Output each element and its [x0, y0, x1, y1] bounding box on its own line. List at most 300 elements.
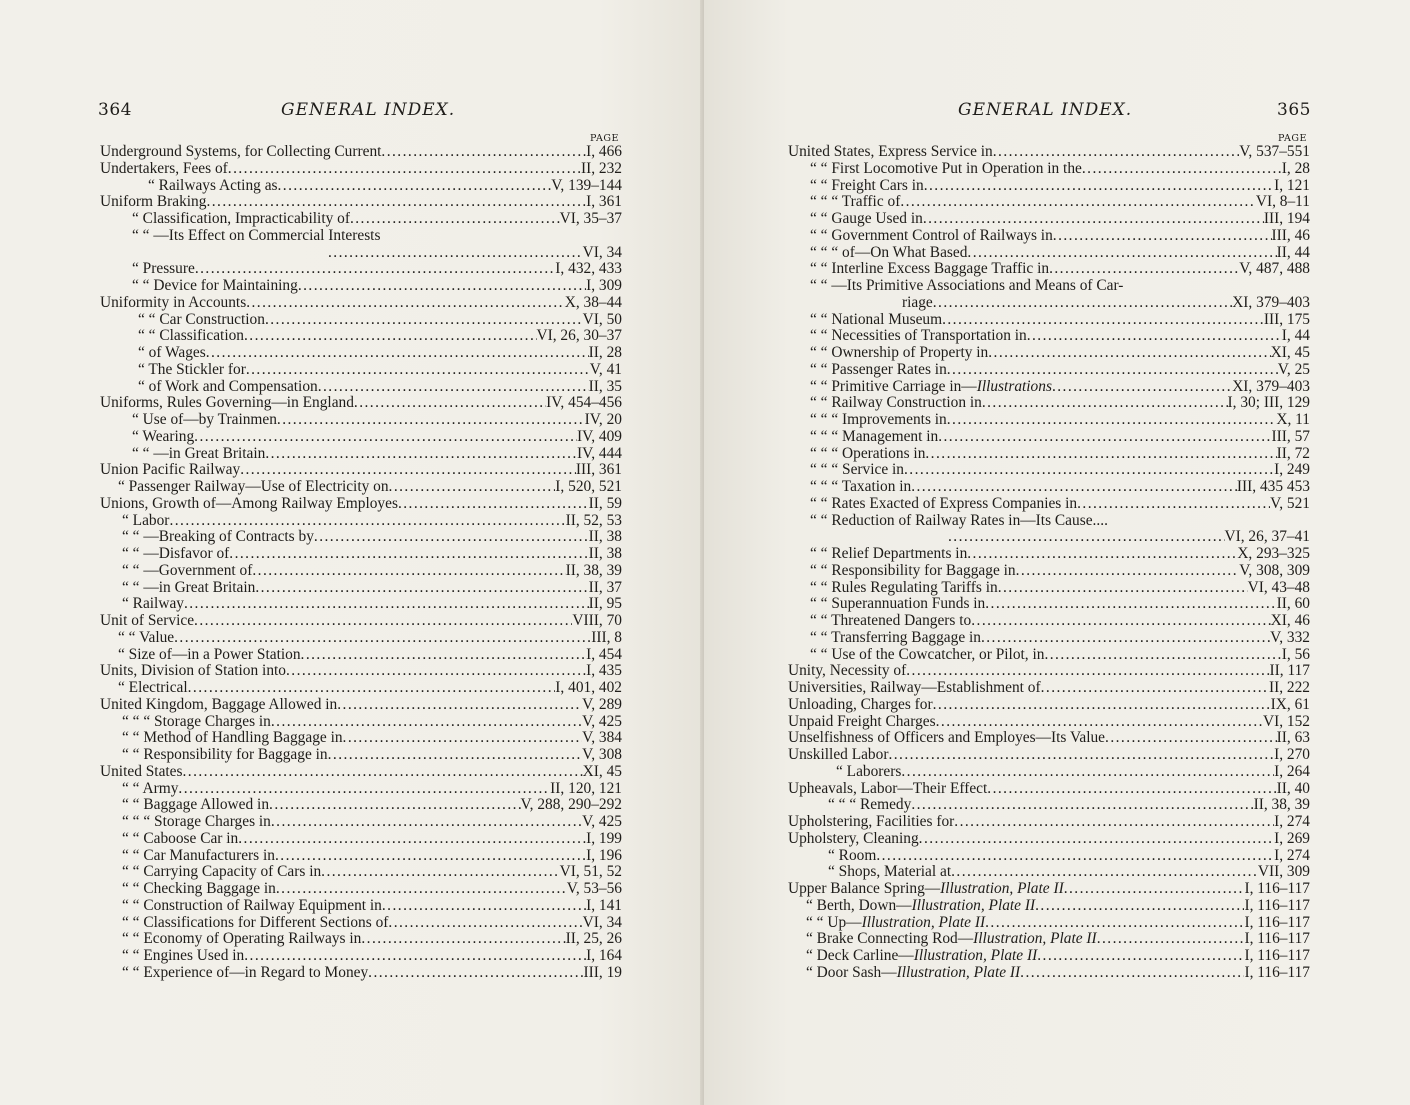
dot-leader — [255, 580, 588, 597]
index-entry — [788, 446, 1310, 463]
index-entry — [100, 245, 622, 262]
entry-page-ref: V, 537–551 — [1239, 144, 1310, 160]
dot-leader — [938, 429, 1271, 446]
dot-leader — [1027, 328, 1282, 345]
entry-illustration-text: Illustration, Plate II — [911, 897, 1036, 914]
entry-text: United Kingdom, Baggage Allowed in — [100, 696, 338, 713]
entry-text: “ “ Primitive Carriage in— — [810, 378, 977, 395]
index-entry — [100, 462, 622, 479]
entry-page-ref: X, 11 — [1276, 412, 1310, 428]
entry-page-ref: II, 120, 121 — [550, 780, 622, 797]
dot-leader — [244, 948, 586, 965]
entry-page-ref: IX, 61 — [1270, 696, 1310, 713]
entry-text: “ The Stickler for — [138, 361, 246, 378]
entry-text: Unions, Growth of—Among Railway Employes — [100, 495, 398, 512]
index-entry — [100, 781, 622, 798]
index-entry — [100, 831, 622, 848]
index-entry — [100, 647, 622, 664]
entry-page-ref: II, 37 — [588, 579, 622, 596]
entry-page-ref: I, 28 — [1281, 160, 1310, 177]
dot-leader — [1049, 261, 1239, 278]
index-entry — [100, 546, 622, 563]
dot-leader — [901, 764, 1274, 781]
index-entry — [100, 697, 622, 714]
dot-leader — [1037, 948, 1244, 965]
index-entry — [788, 580, 1310, 597]
entry-page-ref: I, 116–117 — [1244, 964, 1310, 981]
index-entry — [100, 730, 622, 747]
entry-text: Uniformity in Accounts — [100, 294, 247, 311]
index-entry — [100, 797, 622, 814]
entry-text: Uniforms, Rules Governing—in England — [100, 395, 354, 412]
index-entry — [788, 211, 1310, 228]
dot-leader — [240, 462, 576, 479]
dot-leader — [933, 295, 1232, 312]
entry-page-ref: I, 116–117 — [1244, 931, 1310, 948]
index-entry — [100, 864, 622, 881]
entry-page-ref: I, 432, 433 — [555, 261, 622, 278]
index-entry — [100, 663, 622, 680]
entry-page-ref: VI, 26, 37–41 — [1224, 529, 1310, 546]
entry-text: “ “ Railway Construction in — [810, 395, 982, 412]
entry-page-ref: V, 332 — [1270, 629, 1310, 646]
dot-leader — [900, 194, 1256, 211]
dot-leader — [1041, 680, 1269, 697]
entry-page-ref: III, 8 — [591, 629, 622, 646]
entry-page-ref: V, 384 — [582, 730, 622, 747]
dot-leader — [888, 747, 1274, 764]
entry-page-ref: V, 425 — [582, 713, 622, 730]
entry-text: “ Classification, Impracticability of — [132, 211, 350, 227]
dot-leader — [169, 513, 565, 530]
entry-text: “ “ Baggage Allowed in — [122, 797, 270, 814]
index-entry — [100, 362, 622, 379]
entry-text: “ Electrical — [118, 680, 188, 696]
dot-leader — [954, 814, 1274, 831]
entry-page-ref: II, 44 — [1276, 244, 1310, 261]
entry-text: “ “ “ Service in — [810, 462, 905, 479]
index-entry — [100, 479, 622, 496]
entry-page-ref: V, 521 — [1270, 495, 1310, 512]
index-entry — [788, 395, 1310, 412]
entry-text: “ “ Reduction of Railway Rates in—Its Cause.... — [810, 512, 1108, 529]
dot-leader — [971, 613, 1270, 630]
dot-leader — [985, 596, 1276, 613]
dot-leader — [998, 580, 1248, 597]
index-entry — [100, 144, 622, 161]
entry-text: “ “ Use of the Cowcatcher, or Pilot, in — [810, 646, 1045, 663]
dot-leader — [246, 362, 590, 379]
index-entry — [788, 848, 1310, 865]
entry-page-ref: V, 41 — [589, 361, 622, 378]
entry-page-ref: IV, 20 — [584, 412, 622, 428]
index-entry — [100, 714, 622, 731]
dot-leader — [967, 245, 1276, 262]
entry-text: “ “ Gauge Used in — [810, 211, 923, 227]
entry-page-ref: VIII, 70 — [572, 613, 622, 629]
entry-page-ref: I, 56 — [1281, 646, 1310, 663]
dot-leader — [987, 781, 1276, 798]
entry-page-ref: I, 44 — [1281, 328, 1310, 345]
dot-leader — [368, 965, 583, 982]
entry-page-ref: III, 194 — [1263, 211, 1310, 227]
index-entry — [788, 781, 1310, 798]
dot-leader — [947, 412, 1277, 429]
index-entry — [100, 931, 622, 948]
entry-text: “ “ —in Great Britain — [122, 579, 256, 596]
dot-leader — [1077, 496, 1270, 513]
index-entry — [100, 630, 622, 647]
entry-page-ref: I, 116–117 — [1244, 948, 1310, 964]
index-entry — [100, 328, 622, 345]
dot-leader — [1105, 730, 1277, 747]
index-entry — [788, 764, 1310, 781]
dot-leader — [911, 479, 1237, 496]
index-entry — [100, 446, 622, 463]
dot-leader — [1064, 881, 1245, 898]
entry-text: “ “ Necessities of Transportation in — [810, 328, 1027, 345]
entry-text: “ “ “ Operations in — [810, 445, 926, 462]
entry-text: “ “ —in Great Britain — [132, 445, 266, 462]
entry-page-ref: I, 520, 521 — [555, 479, 622, 495]
dot-leader — [1097, 931, 1245, 948]
entry-text: “ “ Up— — [806, 914, 862, 931]
entry-page-ref: I, 121 — [1274, 177, 1310, 194]
entry-text: “ “ Threatened Dangers to — [810, 613, 972, 629]
entry-text: “ “ Construction of Railway Equipment in — [122, 897, 382, 914]
dot-leader — [314, 529, 589, 546]
entry-text: “ “ Relief Departments in — [810, 546, 968, 562]
dot-leader — [298, 278, 586, 295]
index-entry — [788, 529, 1310, 546]
entry-page-ref: III, 57 — [1271, 428, 1310, 445]
page-number: 364 — [98, 100, 132, 120]
entry-text: “ of Work and Compensation — [138, 378, 318, 395]
entry-page-ref: VI, 51, 52 — [559, 864, 622, 881]
entry-page-ref: V, 289 — [582, 696, 622, 713]
dot-leader — [911, 797, 1253, 814]
index-entry — [788, 881, 1310, 898]
entry-page-ref: VI, 50 — [582, 311, 622, 328]
index-entry — [788, 797, 1310, 814]
entry-text: “ “ —Disfavor of — [122, 546, 230, 562]
index-entry — [100, 261, 622, 278]
entry-text: “ Door Sash— — [806, 964, 897, 981]
dot-leader — [982, 395, 1228, 412]
entry-page-ref: I, 361 — [586, 194, 622, 211]
index-entry — [788, 362, 1310, 379]
index-entry — [788, 546, 1310, 563]
entry-text: Unpaid Freight Charges — [788, 713, 936, 730]
dot-leader — [276, 881, 567, 898]
index-entry — [100, 848, 622, 865]
index-entry — [788, 245, 1310, 262]
entry-page-ref: XI, 46 — [1270, 613, 1310, 629]
entry-page-ref: V, 53–56 — [566, 881, 622, 897]
entry-page-ref: II, 222 — [1268, 680, 1310, 696]
dot-leader — [269, 797, 520, 814]
index-entry — [100, 345, 622, 362]
index-entry — [100, 529, 622, 546]
entry-page-ref: VI, 35–37 — [559, 211, 622, 227]
entry-text: Upper Balance Spring— — [788, 881, 941, 897]
entry-text: “ “ “ Management in — [810, 428, 939, 445]
dot-leader — [382, 898, 586, 915]
index-entry — [788, 462, 1310, 479]
entry-text: “ “ “ Storage Charges in — [122, 713, 271, 730]
entry-text: “ Labor — [122, 512, 170, 529]
entry-page-ref: VI, 34 — [582, 244, 622, 261]
entry-page-ref: XI, 45 — [1270, 345, 1310, 361]
index-entry — [788, 730, 1310, 747]
entry-text: “ “ Responsibility for Baggage in — [810, 562, 1016, 579]
entry-text: “ “ “ Traffic of — [810, 194, 901, 211]
index-entry — [788, 697, 1310, 714]
entry-text: “ “ Freight Cars in — [810, 177, 924, 194]
entry-text: Underground Systems, for Collecting Current — [100, 144, 382, 160]
index-entry — [100, 295, 622, 312]
index-entry — [788, 479, 1310, 496]
dot-leader — [195, 261, 555, 278]
entry-page-ref: II, 59 — [588, 495, 622, 512]
dot-leader — [246, 295, 565, 312]
entry-text: “ “ Passenger Rates in — [810, 361, 947, 378]
entry-text: “ “ Classification — [138, 328, 244, 345]
entry-text: “ Size of—in a Power Station — [118, 646, 301, 663]
entry-page-ref: II, 25, 26 — [565, 931, 622, 948]
index-entry — [100, 613, 622, 630]
dot-leader — [381, 144, 586, 161]
entry-text: Unskilled Labor — [788, 747, 889, 763]
dot-leader — [278, 178, 552, 195]
index-entry — [788, 144, 1310, 161]
entry-page-ref: II, 40 — [1276, 780, 1310, 797]
index-entry — [788, 814, 1310, 831]
dot-leader — [174, 630, 591, 647]
index-entry — [100, 580, 622, 597]
index-entry — [100, 814, 622, 831]
entry-text: “ “ Government Control of Railways in — [810, 227, 1053, 244]
entry-page-ref: V, 308, 309 — [1239, 562, 1310, 579]
entry-text: “ “ Rules Regulating Tariffs in — [810, 579, 998, 596]
index-entry — [788, 161, 1310, 178]
entry-text: “ Room — [828, 847, 877, 864]
entry-text: Units, Division of Station into — [100, 663, 286, 680]
entry-page-ref: X, 38–44 — [564, 294, 622, 311]
dot-leader — [206, 194, 586, 211]
dot-leader — [206, 345, 589, 362]
entry-illustration-text: Illustration, Plate II — [940, 881, 1064, 897]
dot-leader — [1020, 965, 1244, 982]
entry-page-ref: II, 38, 39 — [1253, 797, 1310, 814]
entry-page-ref: II, 28 — [588, 345, 622, 361]
entry-page-ref: I, 116–117 — [1244, 881, 1310, 897]
entry-page-ref: I, 249 — [1274, 462, 1310, 479]
entry-text: “ “ “ Taxation in — [810, 479, 912, 495]
entry-text: Upholstery, Cleaning — [788, 830, 919, 847]
dot-leader — [271, 714, 582, 731]
index-entry — [788, 898, 1310, 915]
dot-leader — [933, 697, 1271, 714]
dot-leader — [286, 663, 586, 680]
entry-text: “ “ Responsibility for Baggage in — [122, 747, 328, 763]
entry-text: “ “ “ Remedy — [828, 797, 912, 814]
index-entry — [100, 429, 622, 446]
entry-text: Upholstering, Facilities for — [788, 814, 955, 830]
index-entry — [788, 915, 1310, 932]
dot-leader — [988, 345, 1270, 362]
index-entry — [100, 412, 622, 429]
entry-page-ref: V, 25 — [1277, 361, 1310, 378]
index-entry — [788, 429, 1310, 446]
entry-page-ref: V, 139–144 — [551, 177, 622, 194]
dot-leader — [1016, 563, 1240, 580]
entry-page-ref: III, 361 — [575, 462, 622, 479]
entry-text: “ Railway — [122, 596, 184, 613]
entry-text: “ “ “ Storage Charges in — [122, 814, 271, 830]
dot-leader — [398, 496, 589, 513]
entry-page-ref: II, 38 — [588, 529, 622, 546]
entry-page-ref: II, 72 — [1276, 445, 1310, 462]
entry-page-ref: II, 38 — [588, 546, 622, 562]
page-column-label: PAGE — [590, 133, 619, 144]
entry-page-ref: V, 288, 290–292 — [520, 797, 622, 814]
entry-text: “ “ Checking Baggage in — [122, 881, 276, 897]
entry-text: Upheavals, Labor—Their Effect — [788, 780, 988, 797]
dot-leader — [275, 848, 586, 865]
index-entry — [788, 680, 1310, 697]
entry-illustration-text: Illustration, Plate II — [861, 914, 986, 931]
entry-page-ref: I, 116–117 — [1244, 897, 1310, 914]
index-entry — [788, 613, 1310, 630]
index-entry — [100, 764, 622, 781]
dot-leader — [1082, 161, 1282, 178]
entry-text: Unselfishness of Officers and Employes—Its Value — [788, 730, 1106, 747]
index-entry — [788, 747, 1310, 764]
entry-page-ref: II, 95 — [588, 596, 622, 613]
entry-text: “ “ Carrying Capacity of Cars in — [122, 864, 322, 881]
entry-text: “ “ Rates Exacted of Express Companies in — [810, 495, 1078, 512]
dot-leader — [948, 529, 1225, 546]
entry-text: “ Railways Acting as — [148, 177, 278, 194]
entry-page-ref: III, 19 — [583, 964, 622, 981]
entry-page-ref: I, 270 — [1274, 747, 1310, 763]
index-entry — [788, 831, 1310, 848]
entry-text: riage — [902, 294, 933, 311]
dot-leader — [904, 462, 1274, 479]
dot-leader — [321, 864, 559, 881]
entry-page-ref: I, 435 — [586, 663, 622, 680]
entry-page-ref: II, 60 — [1276, 596, 1310, 613]
entry-text: “ of Wages — [138, 345, 206, 361]
entry-text: “ “ “ Improvements in — [810, 412, 947, 428]
entry-text: Unit of Service — [100, 613, 195, 629]
index-entry — [100, 915, 622, 932]
index-entry — [788, 312, 1310, 329]
index-entry — [100, 898, 622, 915]
entry-page-ref: XI, 45 — [582, 763, 622, 780]
dot-leader — [923, 211, 1264, 228]
entry-text: “ Passenger Railway—Use of Electricity on — [118, 479, 389, 495]
dot-leader — [244, 328, 537, 345]
entry-text: United States, Express Service in — [788, 144, 993, 160]
dot-leader — [947, 362, 1278, 379]
index-entries-left — [100, 144, 622, 982]
entry-text: Unity, Necessity of — [788, 663, 907, 680]
dot-leader — [337, 697, 582, 714]
dot-leader — [924, 178, 1274, 195]
entry-page-ref: XI, 379–403 — [1232, 294, 1310, 311]
entry-page-ref: I, 274 — [1274, 847, 1310, 864]
entry-text: “ “ First Locomotive Put in Operation in the — [810, 160, 1082, 177]
page-column-label: PAGE — [1278, 133, 1307, 144]
index-entry — [788, 261, 1310, 278]
dot-leader — [194, 429, 577, 446]
entry-text: “ “ Ownership of Property in — [810, 345, 989, 361]
index-entry — [788, 194, 1310, 211]
index-entry — [100, 747, 622, 764]
entry-page-ref: II, 63 — [1276, 730, 1310, 747]
entry-text: “ “ —Its Effect on Commercial Interests — [132, 227, 381, 244]
index-entry — [100, 395, 622, 412]
dot-leader — [343, 730, 583, 747]
entry-illustration-text: Illustration, Plate II — [896, 964, 1021, 981]
index-entry — [100, 178, 622, 195]
dot-leader — [876, 848, 1274, 865]
entry-page-ref: I, 401, 402 — [555, 680, 622, 696]
entry-page-ref: X, 293–325 — [1237, 546, 1310, 562]
index-entry — [788, 278, 1310, 295]
entry-text: “ “ Engines Used in — [122, 948, 245, 964]
entry-text: “ Wearing — [132, 428, 195, 445]
entry-page-ref: II, 35 — [588, 378, 622, 395]
dot-leader — [271, 814, 582, 831]
entry-text: “ “ Transferring Baggage in — [810, 629, 981, 646]
index-entry — [788, 948, 1310, 965]
index-entry — [100, 496, 622, 513]
entry-page-ref: IV, 444 — [576, 445, 622, 462]
right-page — [704, 0, 1410, 1105]
entry-illustration-text: Illustrations — [976, 378, 1052, 395]
entry-page-ref: II, 52, 53 — [565, 512, 622, 529]
dot-leader — [993, 144, 1240, 161]
entry-page-ref: I, 30; III, 129 — [1227, 395, 1310, 412]
entry-page-ref: VI, 26, 30–37 — [536, 328, 622, 345]
entry-text: “ “ Classifications for Different Sections of — [122, 914, 389, 931]
index-entry — [100, 948, 622, 965]
entry-page-ref: XI, 379–403 — [1232, 378, 1310, 395]
entry-text: “ Pressure — [132, 261, 195, 278]
dot-leader — [388, 915, 582, 932]
entry-text: United States — [100, 763, 183, 780]
entry-page-ref: III, 46 — [1271, 227, 1310, 244]
index-entry — [788, 563, 1310, 580]
dot-leader — [188, 680, 556, 697]
entry-text: “ “ Device for Maintaining — [132, 278, 298, 294]
dot-leader — [906, 663, 1269, 680]
entry-text: “ “ Caboose Car in — [122, 830, 239, 847]
index-entry — [100, 881, 622, 898]
dot-leader — [238, 831, 586, 848]
entry-page-ref: VI, 152 — [1262, 713, 1310, 730]
index-entry — [100, 680, 622, 697]
index-entry — [100, 596, 622, 613]
entry-illustration-text: Illustration, Plate II — [973, 931, 1097, 948]
entry-text: “ “ Value — [118, 629, 175, 646]
index-entry — [788, 714, 1310, 731]
dot-leader — [252, 563, 565, 580]
dot-leader — [301, 647, 587, 664]
